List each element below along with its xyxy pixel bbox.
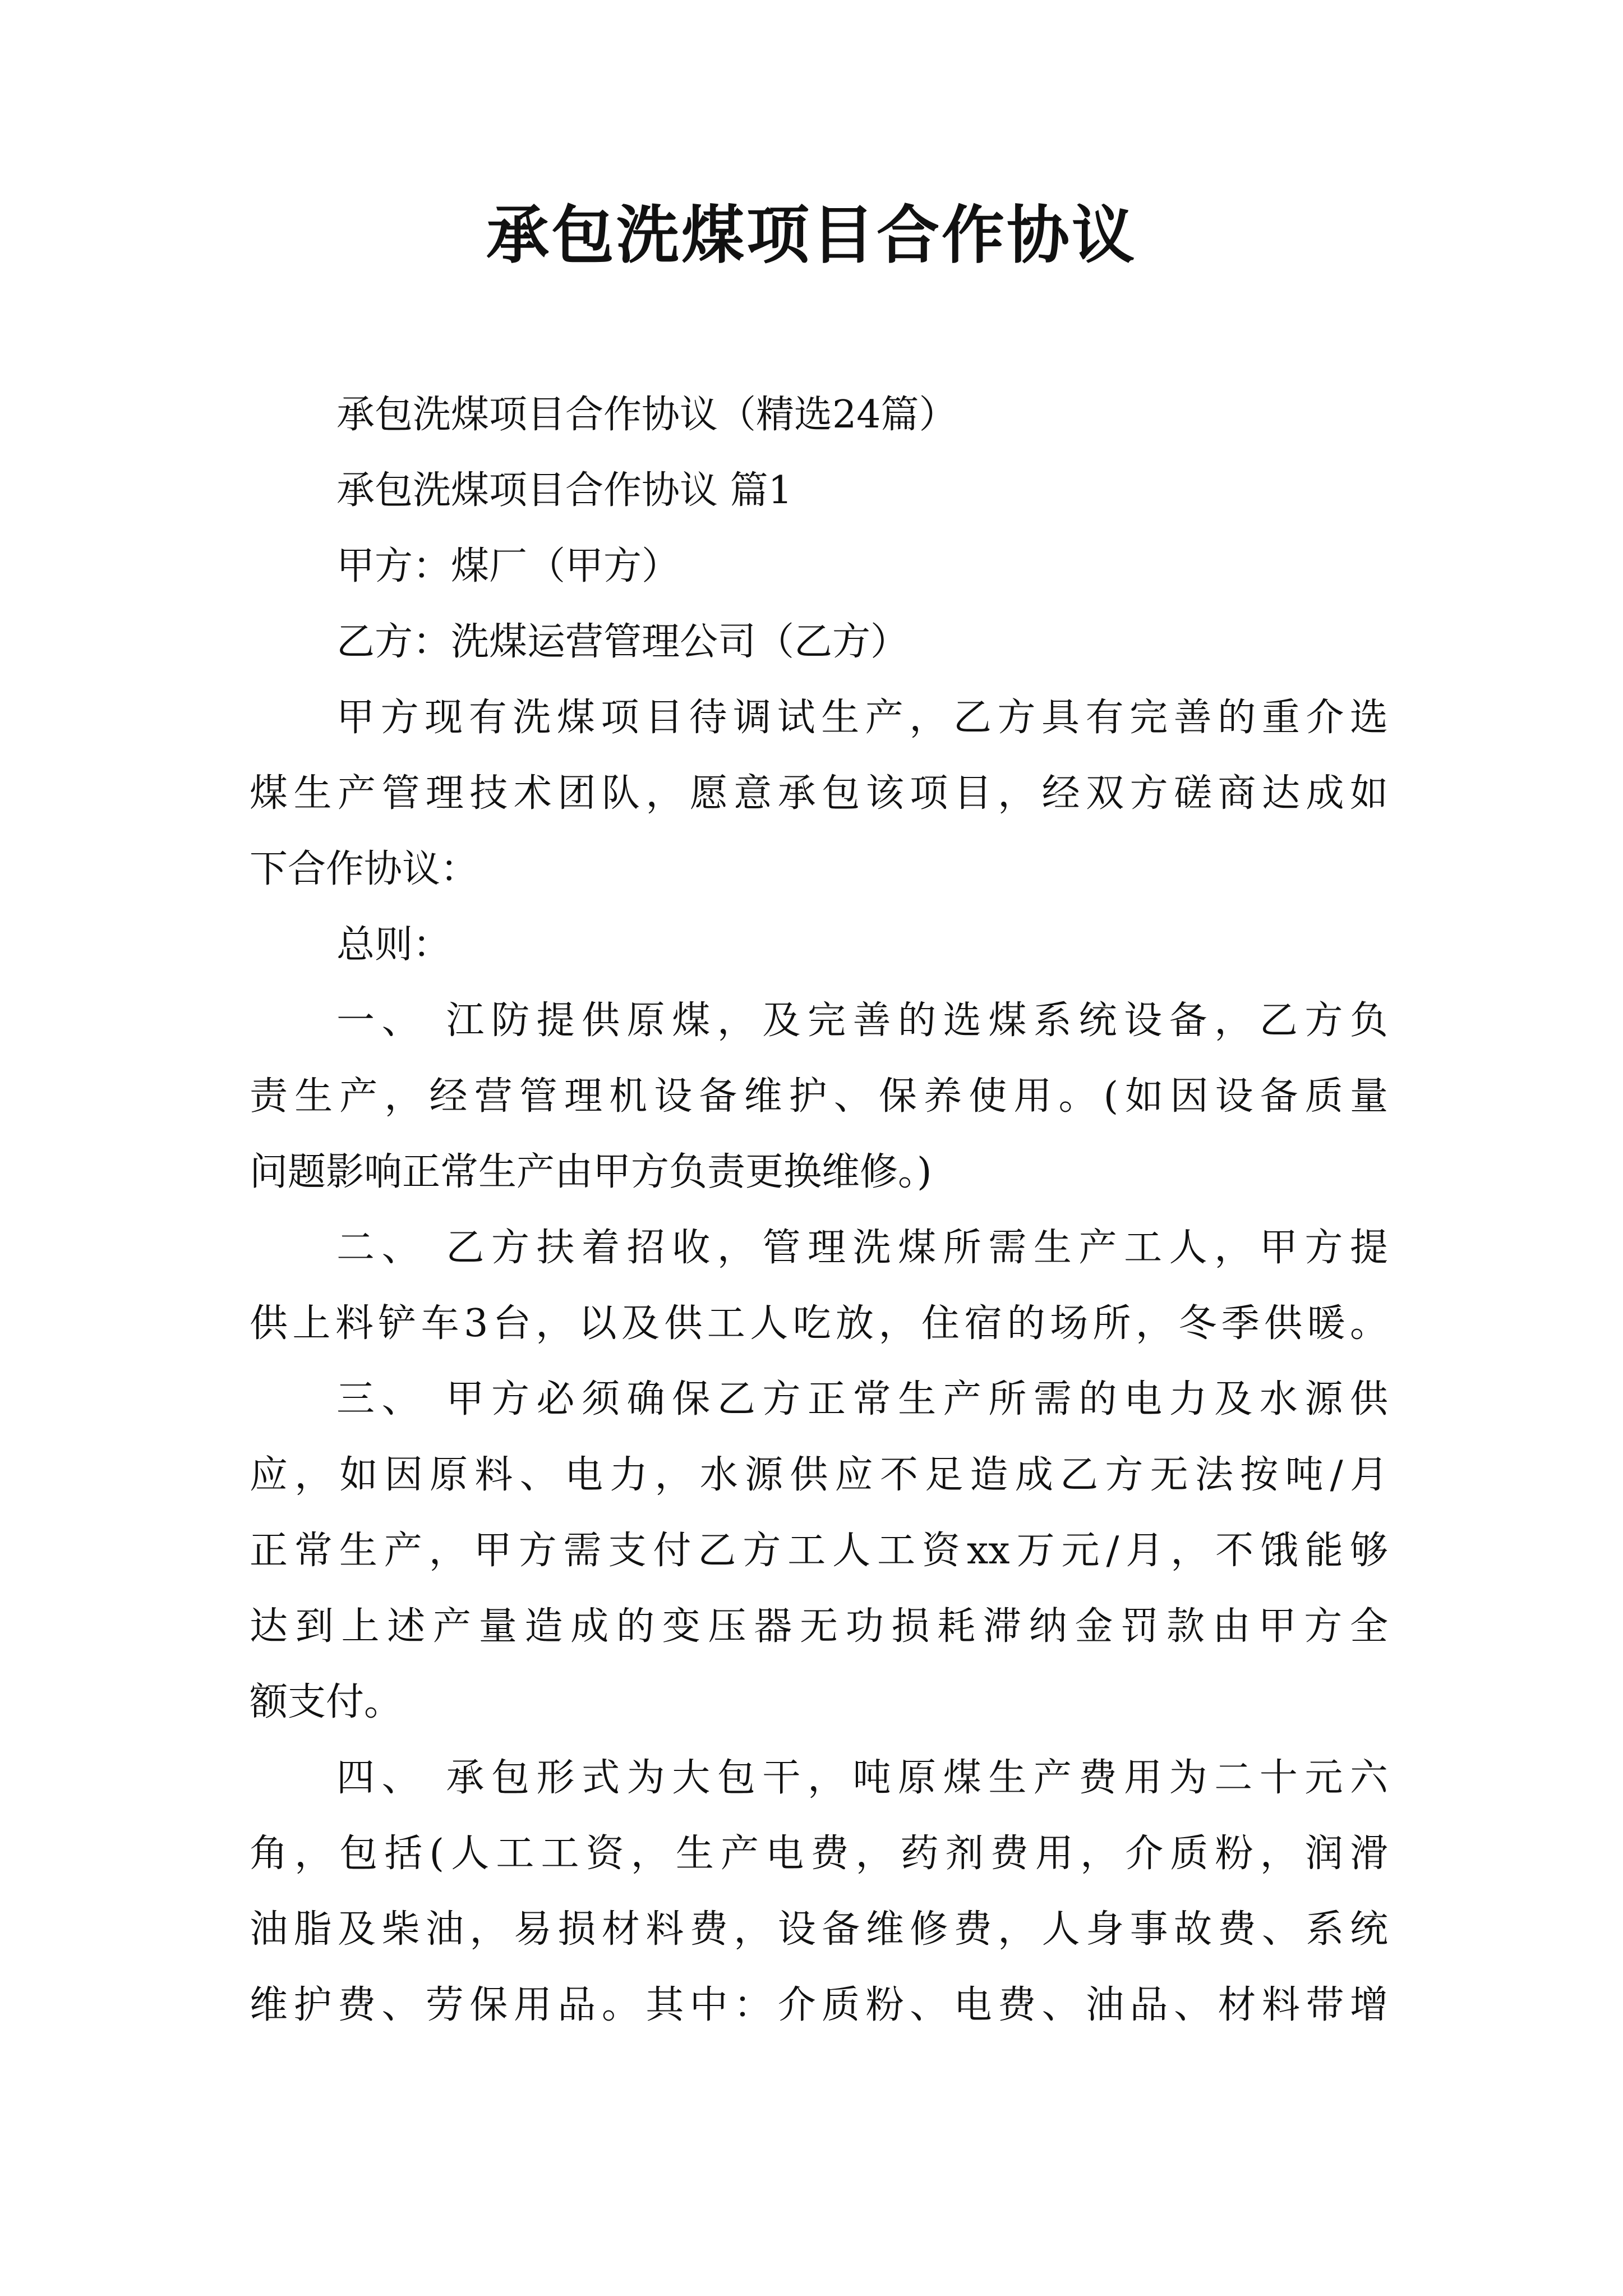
paragraph-line: 下合作协议：: [250, 847, 479, 891]
paragraph-line: 正常生产，甲方需支付乙方工人工资xx万元/月，不饿能够: [250, 1529, 1388, 1573]
party-a-line: 甲方：煤厂（甲方）: [336, 544, 680, 588]
paragraph-line: 煤生产管理技术团队，愿意承包该项目，经双方磋商达成如: [250, 771, 1388, 816]
paragraph-line: 一、 江防提供原煤，及完善的选煤系统设备，乙方负: [336, 999, 1388, 1043]
subtitle-line: 承包洗煤项目合作协议（精选24篇）: [336, 393, 957, 437]
paragraph-line: 甲方现有洗煤项目待调试生产，乙方具有完善的重介选: [336, 696, 1388, 740]
paragraph-line: 问题影响正常生产由甲方负责更换维修。): [250, 1150, 932, 1194]
paragraph-line: 角，包括(人工工资，生产电费，药剂费用，介质粉，润滑: [250, 1832, 1388, 1876]
paragraph-line: 应，如因原料、电力，水源供应不足造成乙方无法按吨/月: [250, 1453, 1388, 1497]
paragraph-line: 额支付。: [250, 1680, 403, 1724]
party-b-line: 乙方：洗煤运营管理公司（乙方）: [336, 620, 909, 664]
general-heading: 总则：: [336, 923, 451, 967]
paragraph-line: 达到上述产量造成的变压器无功损耗滞纳金罚款由甲方全: [250, 1604, 1388, 1649]
paragraph-line: 责生产，经营管理机设备维护、保养使用。(如因设备质量: [250, 1074, 1388, 1119]
section-heading: 承包洗煤项目合作协议 篇1: [336, 468, 792, 513]
paragraph-line: 二、 乙方扶着招收，管理洗煤所需生产工人，甲方提: [336, 1226, 1388, 1270]
paragraph-line: 四、 承包形式为大包干，吨原煤生产费用为二十元六: [336, 1756, 1388, 1800]
paragraph-line: 油脂及柴油，易损材料费，设备维修费，人身事故费、系统: [250, 1907, 1388, 1952]
paragraph-line: 维护费、劳保用品。其中：介质粉、电费、油品、材料带增: [250, 1983, 1388, 2027]
paragraph-line: 三、 甲方必须确保乙方正常生产所需的电力及水源供: [336, 1377, 1388, 1421]
paragraph-line: 供上料铲车3台，以及供工人吃放，住宿的场所，冬季供暖。: [250, 1301, 1388, 1346]
document-title: 承包洗煤项目合作协议: [486, 199, 1137, 272]
